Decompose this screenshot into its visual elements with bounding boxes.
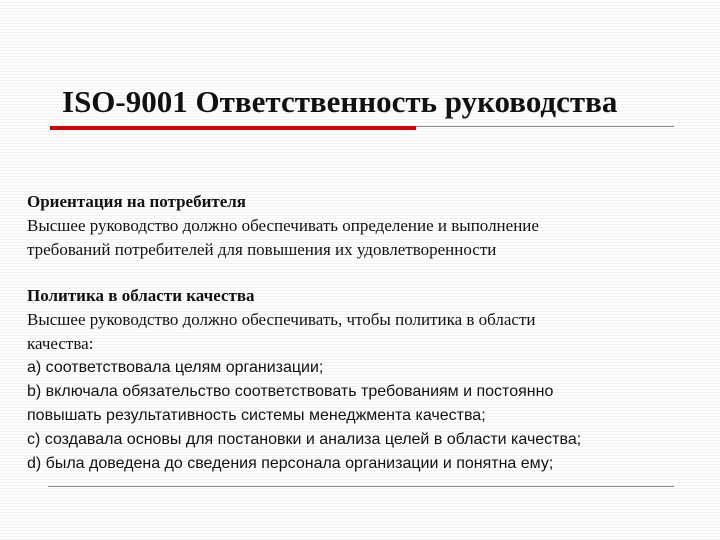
list-item-b: b) включала обязательство соответствовать требованиям и постоянно xyxy=(27,383,554,400)
section2-text-line: Высшее руководство должно обеспечивать, чтобы политика в области xyxy=(27,310,536,329)
section1-text-line: требований потребителей для повышения их удовлетворенности xyxy=(27,240,497,259)
list-item-b-continuation: повышать результативность системы менеджмента качества; xyxy=(27,407,486,424)
list-item-c: c) создавала основы для постановки и анализа целей в области качества; xyxy=(27,431,582,448)
title-underline-rule xyxy=(416,126,674,127)
list-item-d: d) была доведена до сведения персонала организации и понятна ему; xyxy=(27,455,554,472)
slide-body xyxy=(27,190,697,476)
section-spacer xyxy=(27,262,697,284)
section-heading-customer-focus: Ориентация на потребителя xyxy=(27,192,247,211)
list-item-a: а) соответствовала целям организации; xyxy=(27,359,324,376)
section2-text-line: качества: xyxy=(27,334,94,353)
section1-text-line: Высшее руководство должно обеспечивать определение и выполнение xyxy=(27,216,539,235)
slide-title: ISO-9001 Ответственность руководства xyxy=(62,84,618,119)
section-heading-quality-policy: Политика в области качества xyxy=(27,286,255,305)
title-underline-accent xyxy=(50,126,416,130)
footer-rule xyxy=(48,486,674,487)
